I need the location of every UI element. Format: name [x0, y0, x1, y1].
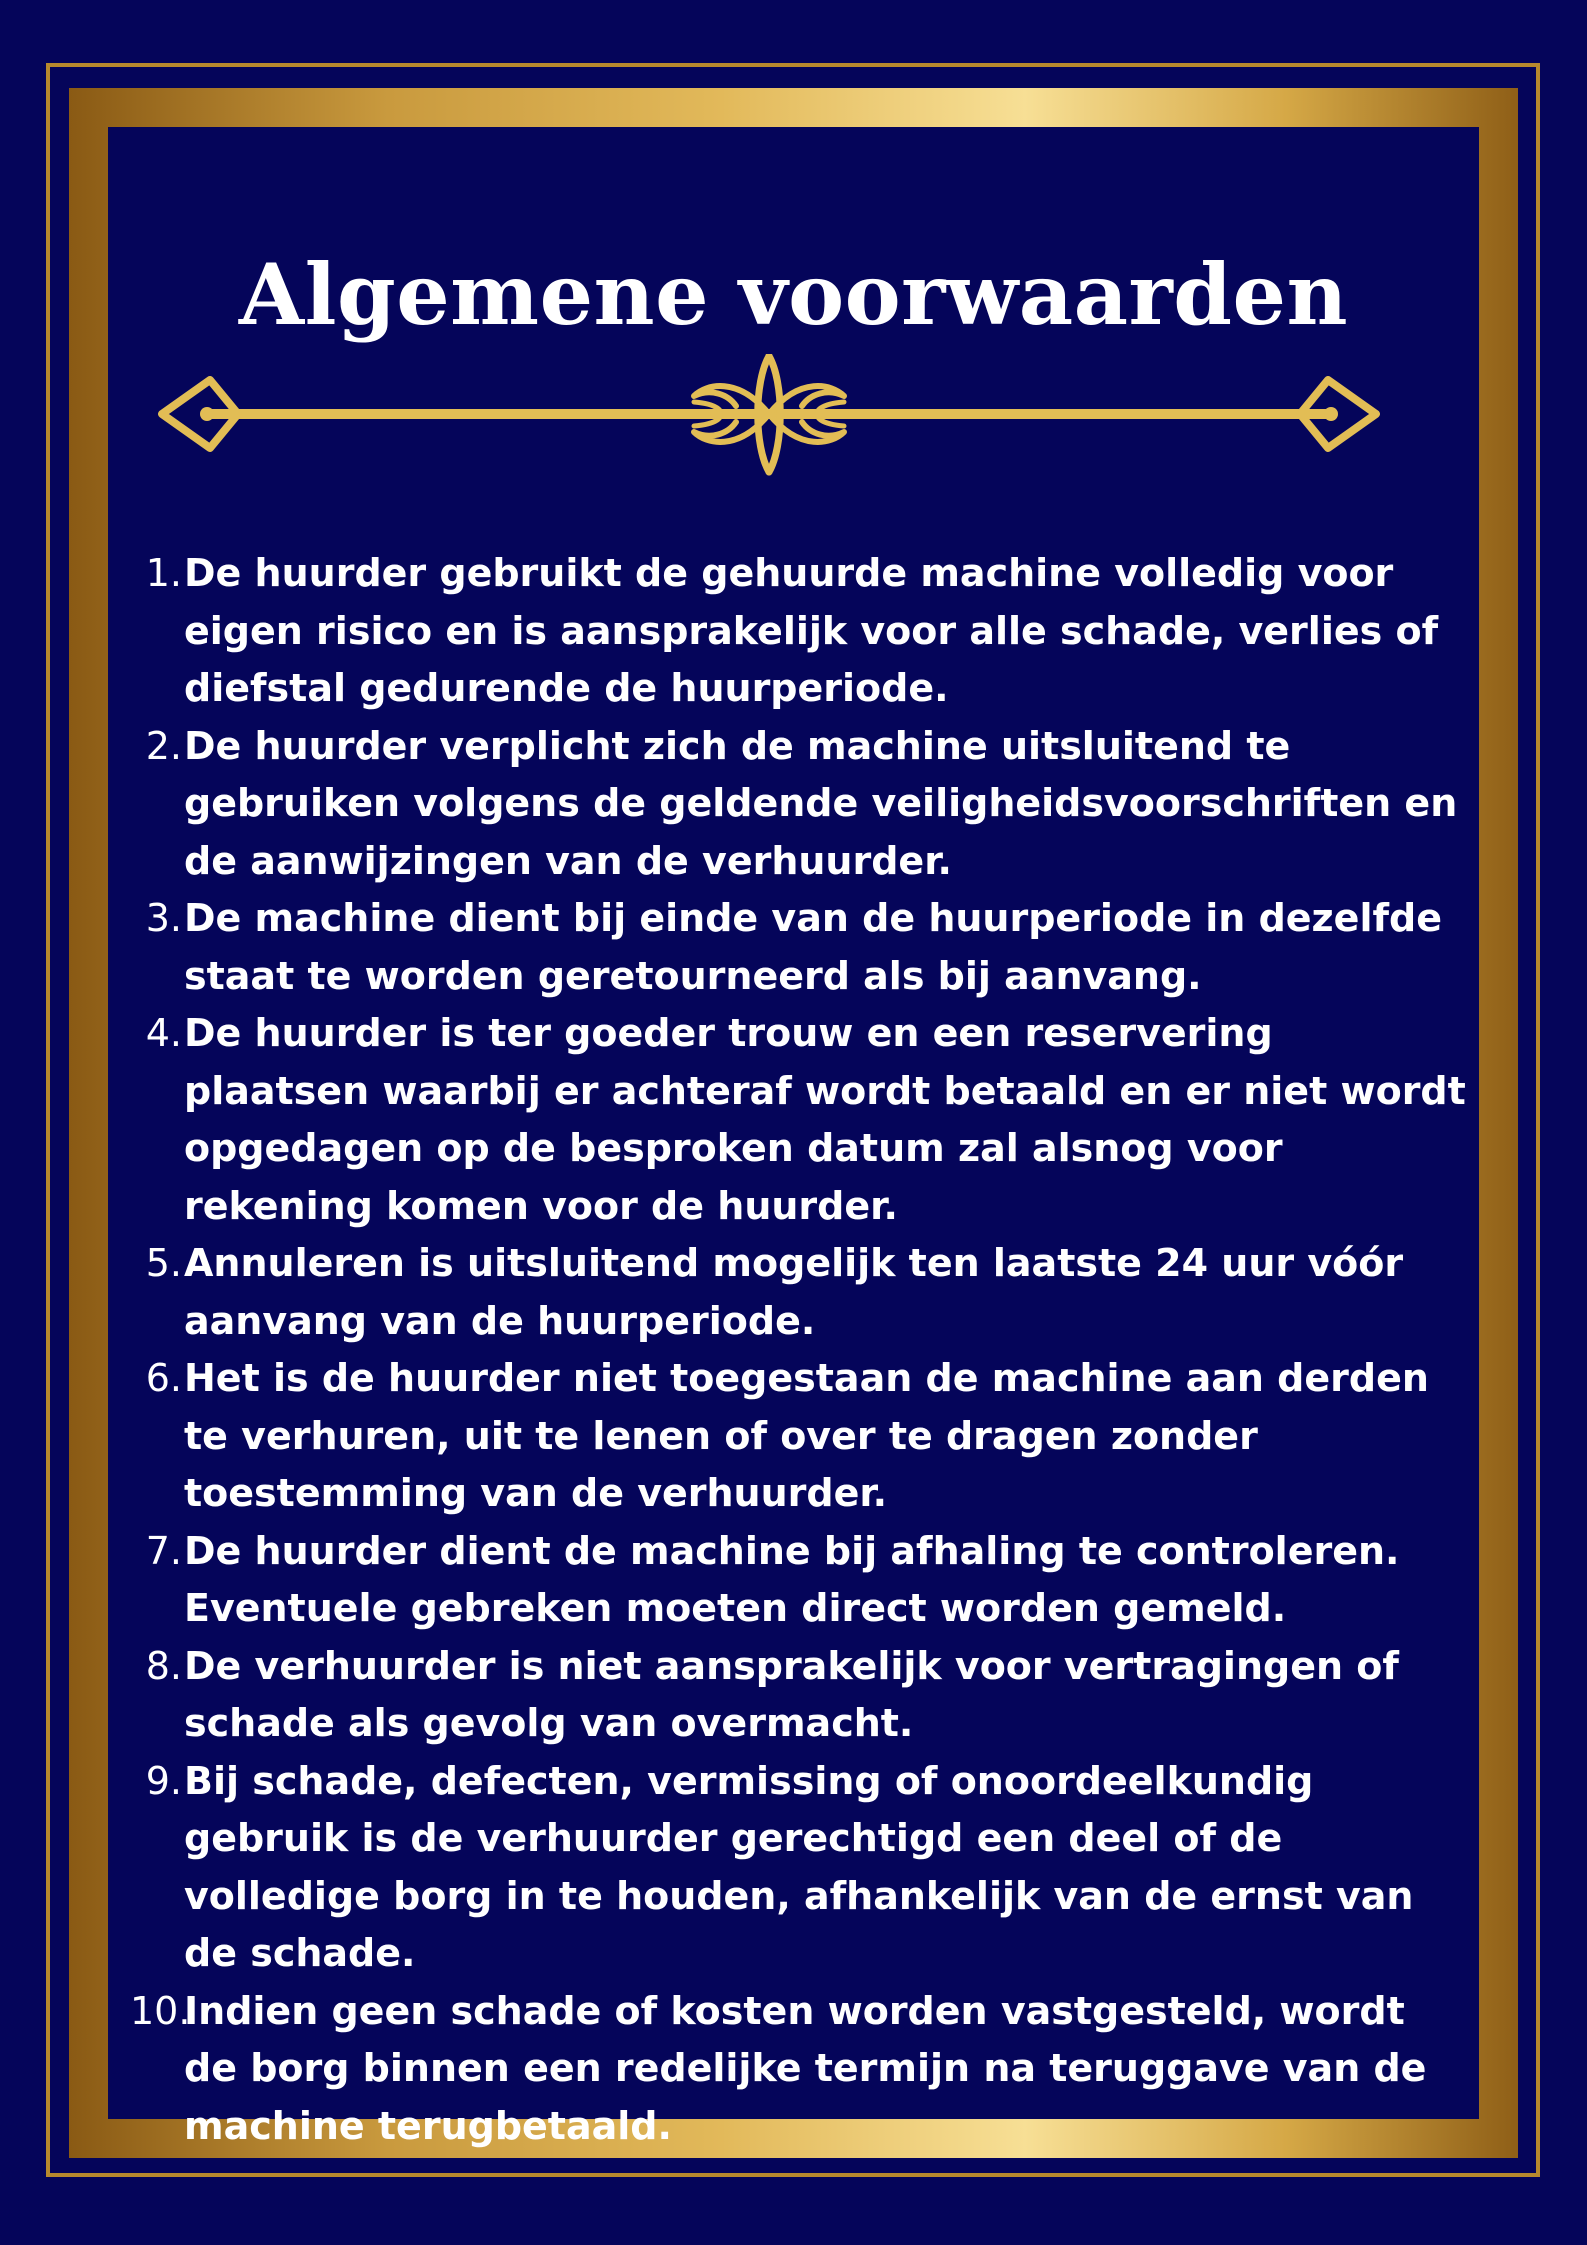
list-item	[130, 1523, 1470, 1638]
term-number: 9.	[145, 1758, 182, 1803]
list-item	[130, 1983, 1470, 2156]
list-item	[130, 1350, 1470, 1523]
term-number: 10.	[130, 1988, 191, 2033]
term-text: De machine dient bij einde van de huurperiode in dezelfde staat te worden geretourneerd als bij aanvang.	[184, 896, 1442, 998]
term-text: De huurder is ter goeder trouw en een reservering plaatsen waarbij er achteraf wordt betaald en er niet wordt opgedagen op de besproken datum zal alsnog voor rekening komen voor de huurder.	[184, 1011, 1466, 1228]
list-item	[130, 545, 1470, 718]
term-number: 7.	[145, 1528, 182, 1573]
term-number: 1.	[145, 551, 182, 595]
term-number: 6.	[145, 1356, 182, 1400]
term-text: Het is de huurder niet toegestaan de machine aan derden te verhuren, uit te lenen of over te dragen zonder toestemming van de verhuurder.	[184, 1356, 1429, 1515]
gold-flourish-divider-icon	[158, 354, 1380, 476]
term-text: Bij schade, defecten, vermissing of onoordeelkundig gebruik is de verhuurder gerechtigd een deel of de volledige borg in te houden, afhankelijk van de ernst van de schade.	[184, 1758, 1414, 1975]
list-item	[130, 1753, 1470, 1983]
term-number: 5.	[145, 1241, 182, 1285]
term-number: 2.	[145, 723, 182, 768]
terms-list	[130, 545, 1470, 2155]
term-text: De huurder dient de machine bij afhaling te controleren. Eventuele gebreken moeten direct worden gemeld.	[184, 1528, 1400, 1630]
term-text: De huurder verplicht zich de machine uitsluitend te gebruiken volgens de geldende veiligheidsvoorschriften en de aanwijzingen van de verhuurder.	[184, 723, 1458, 883]
term-number: 4.	[145, 1011, 182, 1055]
term-text: De huurder gebruikt de gehuurde machine volledig voor eigen risico en is aansprakelijk voor alle schade, verlies of diefstal gedurende de huurperiode.	[184, 551, 1439, 710]
term-text: Indien geen schade of kosten worden vastgesteld, wordt de borg binnen een redelijke termijn na teruggave van de machine terugbetaald.	[184, 1988, 1427, 2148]
list-item	[130, 1005, 1470, 1235]
term-text: De verhuurder is niet aansprakelijk voor vertragingen of schade als gevolg van overmacht.	[184, 1643, 1399, 1745]
list-item	[130, 890, 1470, 1005]
list-item	[130, 1235, 1470, 1350]
page-title: Algemene voorwaarden	[238, 245, 1349, 344]
list-item	[130, 1638, 1470, 1753]
term-text: Annuleren is uitsluitend mogelijk ten laatste 24 uur vóór aanvang van de huurperiode.	[184, 1241, 1404, 1343]
term-number: 8.	[145, 1643, 182, 1688]
term-number: 3.	[145, 896, 182, 940]
list-item	[130, 718, 1470, 891]
